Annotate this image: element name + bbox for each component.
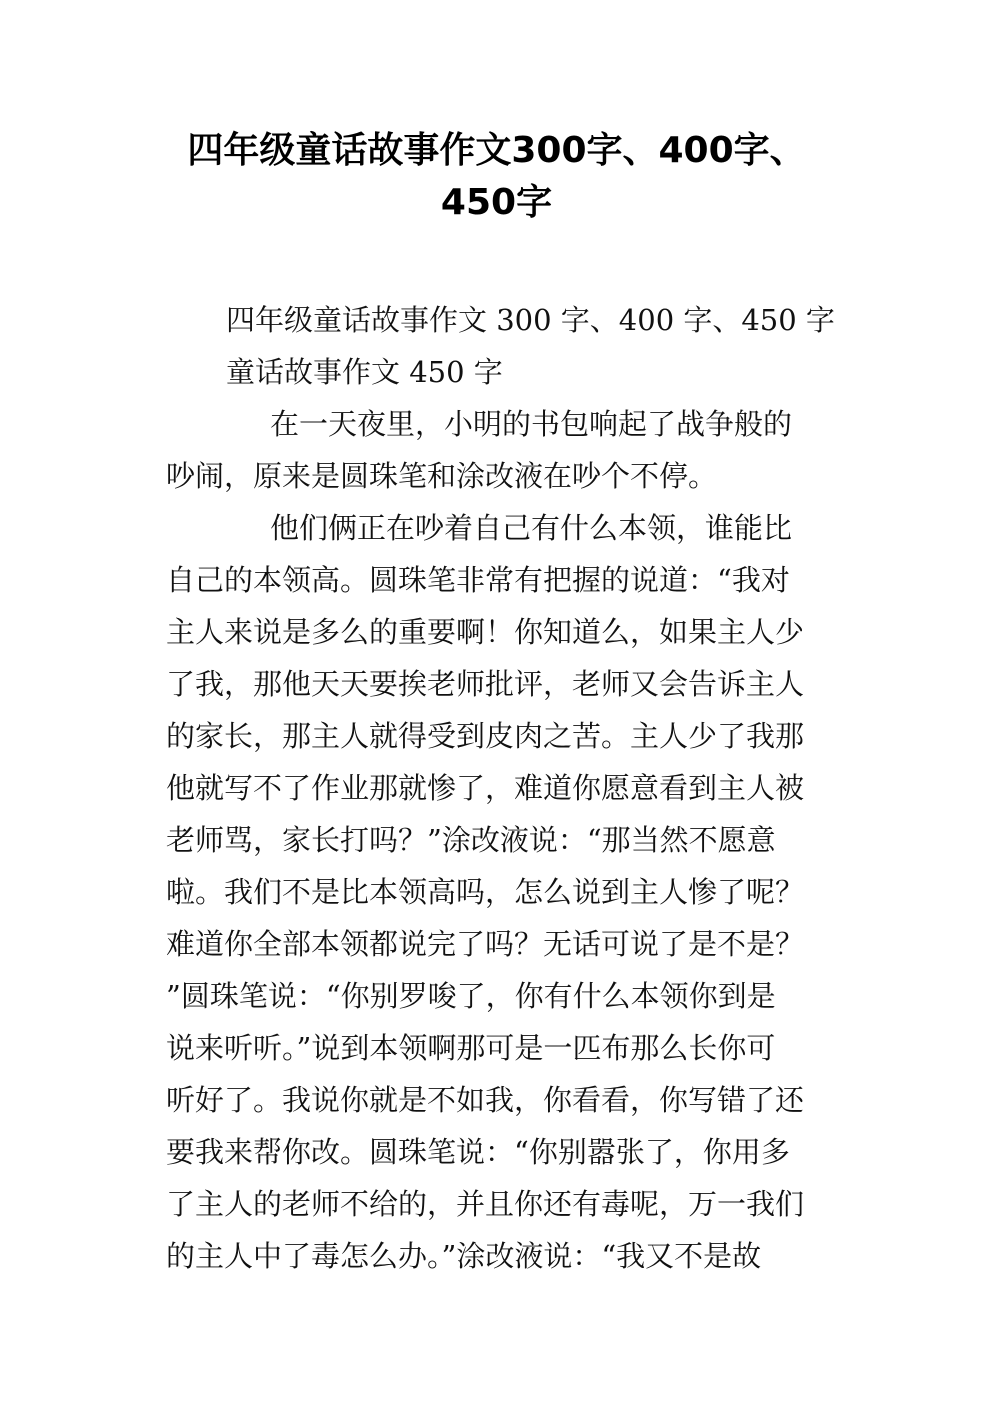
body-line: 他就写不了作业那就惨了，难道你愿意看到主人被 <box>166 771 805 805</box>
body-line: 老师骂，家长打吗？”涂改液说：“那当然不愿意 <box>166 823 776 857</box>
body-line: 在一天夜里，小明的书包响起了战争般的 <box>270 407 793 441</box>
body-line: 吵闹，原来是圆珠笔和涂改液在吵个不停。 <box>166 459 718 493</box>
body-line: 的主人中了毒怎么办。”涂改液说：“我又不是故 <box>166 1239 762 1273</box>
document-title-line-2: 450字 <box>440 182 553 223</box>
body-line: 自己的本领高。圆珠笔非常有把握的说道：“我对 <box>166 563 790 597</box>
body-line: 说来听听。”说到本领啊那可是一匹布那么长你可 <box>166 1031 776 1065</box>
body-line: 要我来帮你改。圆珠笔说：“你别嚣张了，你用多 <box>166 1135 790 1169</box>
subtitle-line-2: 童话故事作文 450 字 <box>226 355 503 389</box>
subtitle-line-1: 四年级童话故事作文 300 字、400 字、450 字 <box>226 303 835 337</box>
body-line: 的家长，那主人就得受到皮肉之苦。主人少了我那 <box>166 719 805 753</box>
body-line: 听好了。我说你就是不如我，你看看，你写错了还 <box>166 1083 805 1117</box>
body-line: 他们俩正在吵着自己有什么本领，谁能比 <box>270 511 793 545</box>
body-line: 难道你全部本领都说完了吗？无话可说了是不是？ <box>166 927 805 961</box>
body-line: ”圆珠笔说：“你别罗唆了，你有什么本领你到是 <box>166 979 776 1013</box>
document-title-line-1: 四年级童话故事作文300字、400字、 <box>187 130 806 171</box>
body-line: 啦。我们不是比本领高吗，怎么说到主人惨了呢？ <box>166 875 805 909</box>
body-line: 了我，那他天天要挨老师批评，老师又会告诉主人 <box>166 667 805 701</box>
body-line: 主人来说是多么的重要啊！你知道么，如果主人少 <box>166 615 805 649</box>
body-line: 了主人的老师不给的，并且你还有毒呢，万一我们 <box>166 1187 805 1221</box>
